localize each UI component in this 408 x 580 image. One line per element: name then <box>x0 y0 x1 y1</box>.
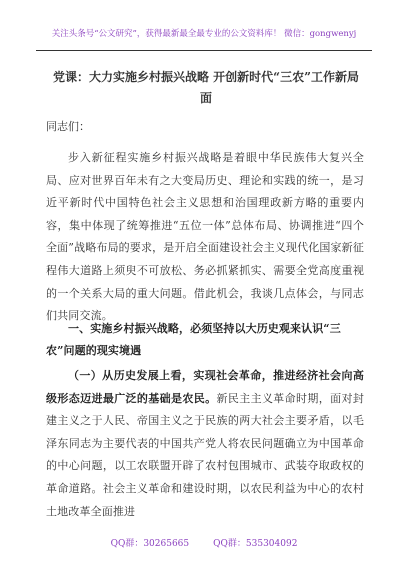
subsection-lead: （一）从历史发展上看，实现社会革命，推进经济社会向高级形态迈进最广泛的基础是农民。 <box>46 369 364 405</box>
intro-paragraph: 步入新征程实施乡村振兴战略是着眼中华民族伟大复兴全局、应对世界百年未有之大变局历史、理论和实践的统一，是习近平新时代中国特色社会主义思想和治国理政新方略的重要内容，集中体现了统筹推进“五位一体”总体布局、协调推进“四个全面”战略布局的要求，是开启全面建设社会主义现代化国家新征程伟大道路上须臾不可放松、务必抓紧抓实、需要全党高度重视的一个关系大局的重大问题。借此机会，我谈几点体会，与同志们共同交流。 <box>46 151 364 323</box>
footer-qq-group-1: QQ群：30265665 <box>110 539 190 549</box>
subsection-paragraph <box>46 365 364 523</box>
document-title: 党课：大力实施乡村振兴战略 开创新时代“三农”工作新局面 <box>53 70 359 105</box>
footer-qq-group-2: QQ群：535304092 <box>213 539 298 549</box>
salutation: 同志们： <box>46 120 90 133</box>
header-divider <box>36 50 372 51</box>
footer <box>0 538 408 550</box>
subsection-text: 新民主主义革命时期，面对封建主义之于人民、帝国主义之于民族的两大社会主要矛盾，以毛泽东同志为主要代表的中国共产党人将农民问题确立为中国革命的中心问题，以工农联盟开辟了农村包围城市、武装夺取政权的革命道路。社会主义革命和建设时期，以农民利益为中心的农村土地改革全面推进 <box>46 391 365 518</box>
header-promo-text: 关注头条号“公文研究”，获得最新最全最专业的公文资料库！ 微信：gongwenyj <box>51 29 357 39</box>
section-heading: 一、实施乡村振兴战略，必须坚持以大历史观来认识“三农”问题的现实境遇 <box>46 322 341 357</box>
